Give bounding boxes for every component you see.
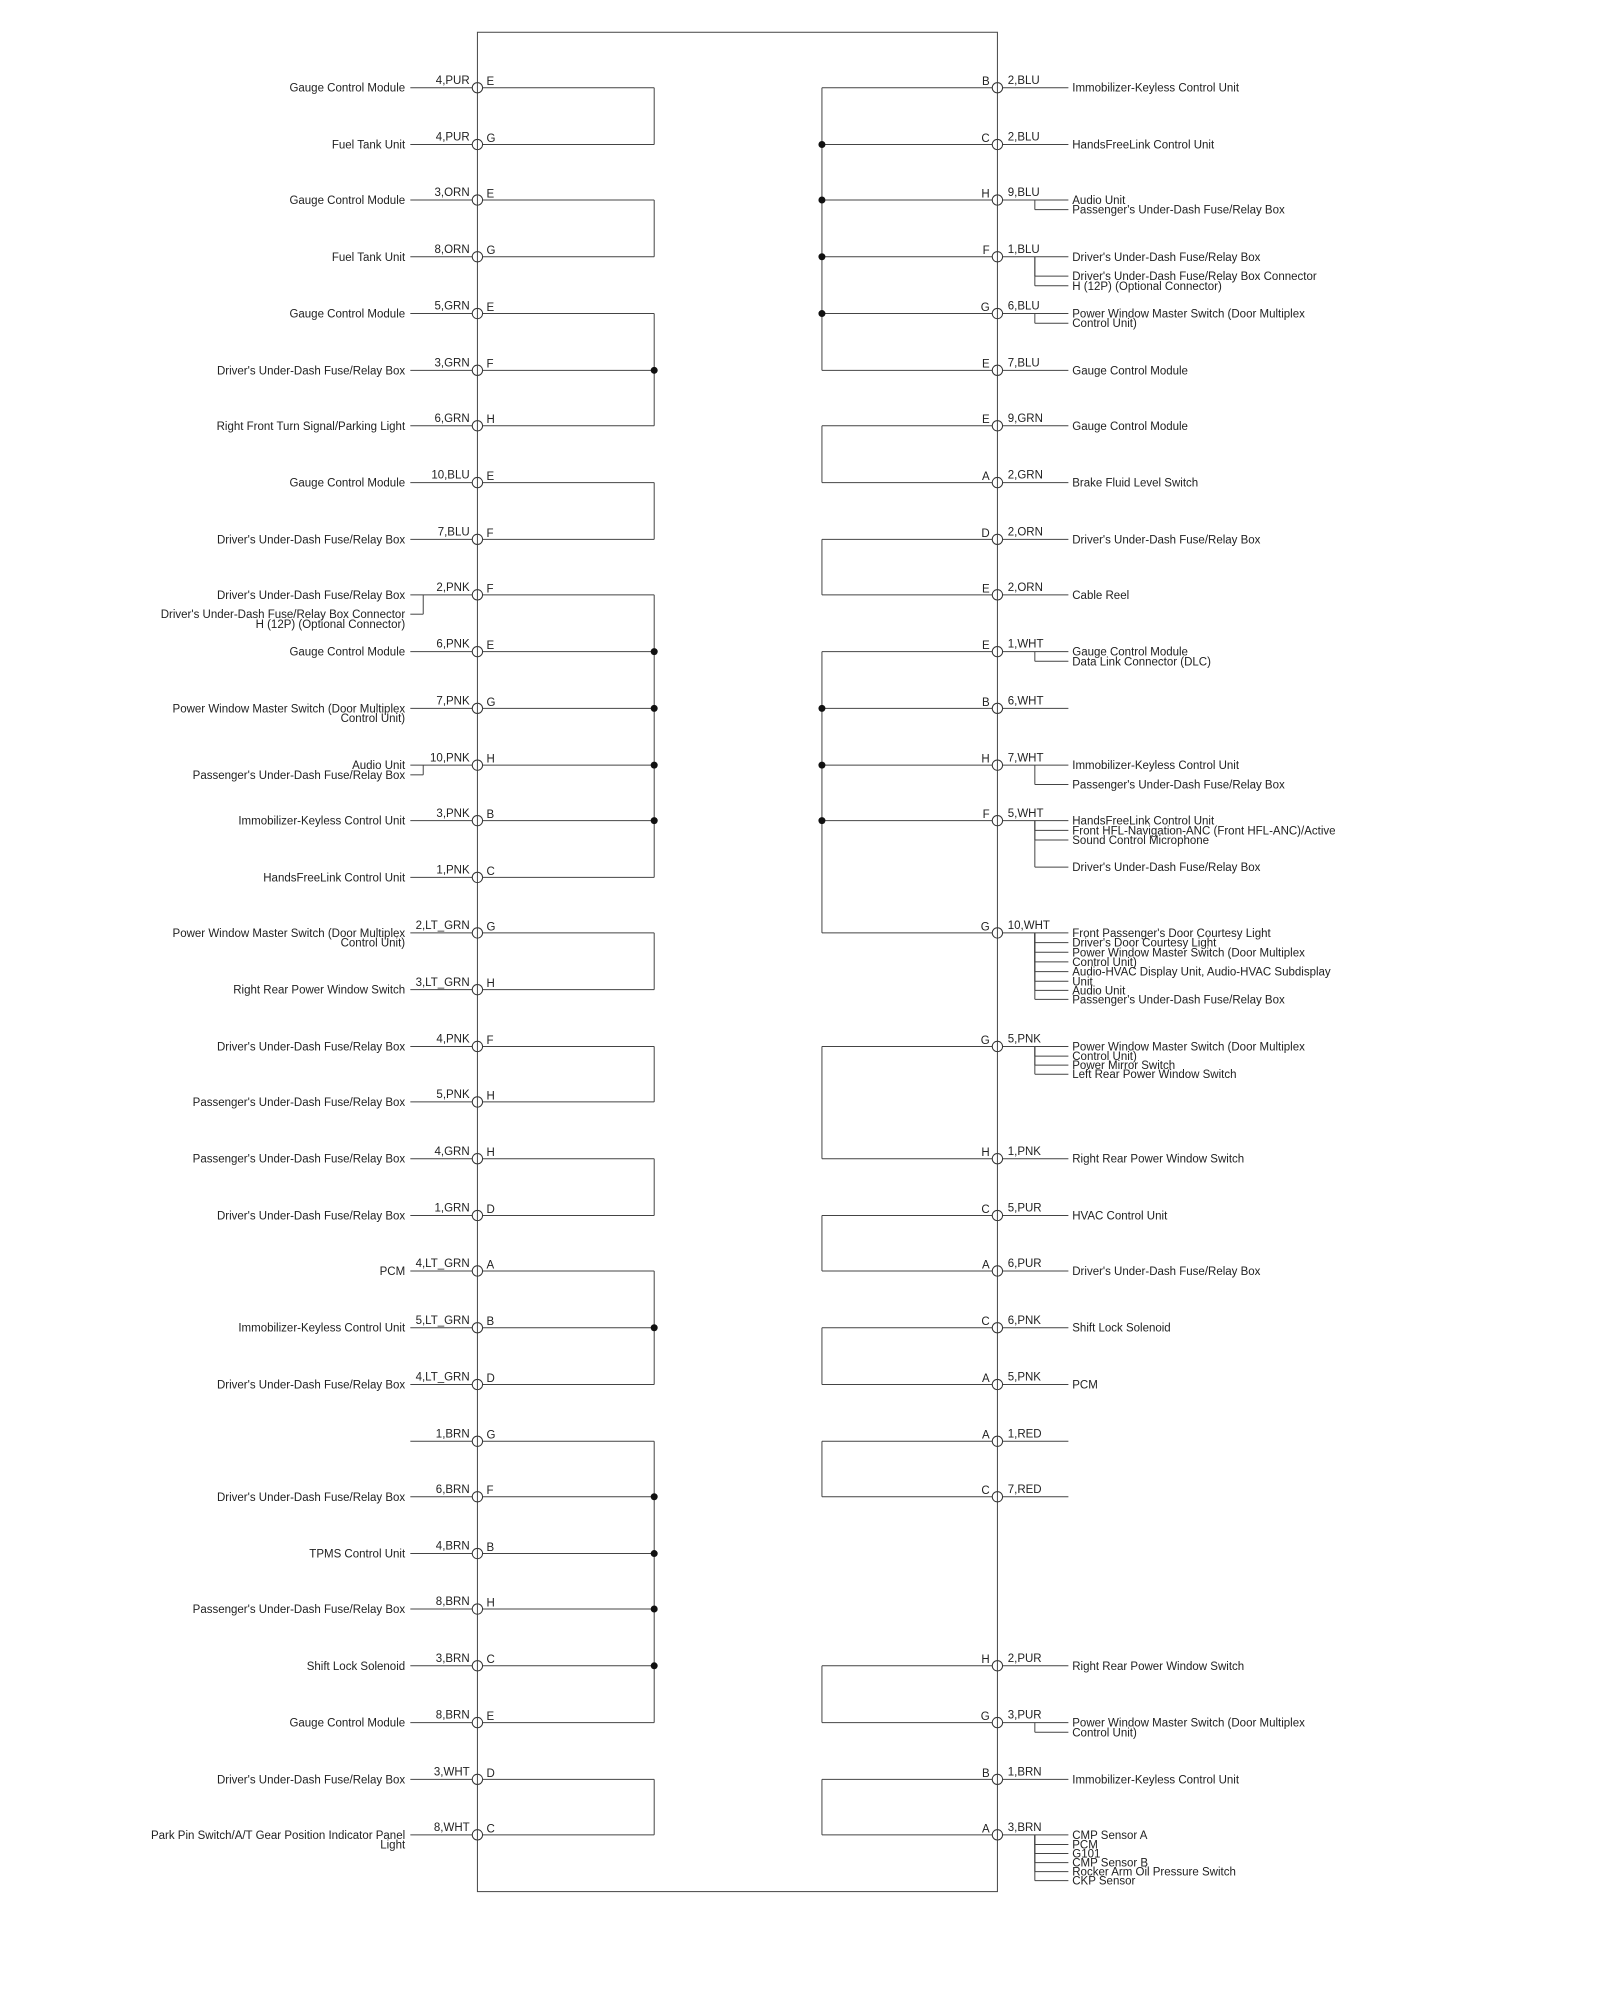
right-pin-letter: F (982, 245, 990, 258)
right-component-label: Front HFL-Navigation-ANC (Front HFL-ANC)/Active (1072, 825, 1336, 838)
right-wire-code: 2,ORN (1007, 581, 1043, 594)
right-wire-code: 2,BLU (1007, 131, 1040, 144)
left-component-label: TPMS Control Unit (309, 1548, 406, 1561)
right-component-label: Control Unit) (1072, 956, 1137, 969)
left-component-label: Driver's Under-Dash Fuse/Relay Box (216, 1774, 406, 1787)
right-wire-code: 6,BLU (1007, 300, 1040, 313)
left-pin-letter: C (486, 1654, 495, 1667)
right-component-label: Passenger's Under-Dash Fuse/Relay Box (1072, 779, 1285, 792)
right-pin-letter: B (982, 696, 990, 709)
left-pin-letter: H (486, 1090, 495, 1103)
left-wire-code: 10,PNK (430, 752, 470, 765)
right-pin-letter: C (981, 132, 990, 145)
left-wire-code: 7,BLU (437, 526, 470, 539)
right-pin-letter: H (981, 1147, 990, 1160)
right-component-label: Control Unit) (1072, 1727, 1137, 1740)
left-wire-code: 1,GRN (434, 1202, 470, 1215)
right-component-label: Sound Control Microphone (1072, 835, 1210, 847)
right-junction-dot (818, 705, 825, 712)
right-component-label: Gauge Control Module (1072, 365, 1188, 378)
left-wire-code: 5,GRN (434, 300, 470, 313)
left-component-label: Driver's Under-Dash Fuse/Relay Box (216, 589, 406, 602)
right-pin-letter: E (982, 640, 990, 653)
left-component-label: Fuel Tank Unit (331, 251, 406, 264)
right-component-label: Immobilizer-Keyless Control Unit (1072, 82, 1240, 95)
right-wire-code: 7,RED (1007, 1483, 1042, 1496)
right-junction-dot (818, 817, 825, 824)
right-junction-dot (818, 141, 825, 148)
left-pin-letter: G (486, 696, 496, 709)
right-junction-dot (818, 253, 825, 260)
right-component-label: Right Rear Power Window Switch (1072, 1153, 1245, 1166)
connector-frame (477, 32, 997, 1891)
left-pin-letter: G (486, 132, 496, 145)
right-component-label: Brake Fluid Level Switch (1072, 477, 1199, 490)
left-pin-letter: F (486, 583, 494, 596)
left-pin-letter: H (486, 414, 495, 427)
left-pin-letter: H (486, 753, 495, 766)
left-pin-letter: G (486, 921, 496, 934)
left-component-label: Immobilizer-Keyless Control Unit (238, 815, 406, 828)
right-component-label: Left Rear Power Window Switch (1072, 1069, 1237, 1082)
left-pin-letter: B (486, 1541, 495, 1554)
right-pin-letter: E (982, 358, 990, 371)
left-component-label: Audio Unit (352, 760, 406, 773)
left-pin-letter: D (486, 1203, 495, 1216)
left-wire-code: 4,LT_GRN (415, 1258, 470, 1271)
right-wire-code: 6,WHT (1007, 695, 1044, 708)
left-pin-letter: G (486, 245, 496, 258)
right-component-label: Power Window Master Switch (Door Multiplex (1072, 1717, 1305, 1730)
left-component-label: Immobilizer-Keyless Control Unit (238, 1322, 406, 1335)
left-component-label: Fuel Tank Unit (331, 139, 406, 152)
left-component-label: Driver's Under-Dash Fuse/Relay Box (216, 1210, 406, 1223)
right-wire-code: 6,PUR (1007, 1258, 1042, 1271)
right-component-label: PCM (1072, 1839, 1098, 1852)
right-component-label: Driver's Under-Dash Fuse/Relay Box (1072, 251, 1261, 264)
left-wire-code: 8,BRN (435, 1596, 470, 1609)
right-wire-code: 7,BLU (1007, 357, 1040, 370)
left-component-label: Right Rear Power Window Switch (233, 984, 406, 997)
left-component-label: Control Unit) (340, 713, 406, 726)
left-component-label: Passenger's Under-Dash Fuse/Relay Box (192, 1604, 406, 1617)
left-wire-code: 7,PNK (436, 695, 470, 708)
left-wire-code: 4,GRN (434, 1145, 470, 1158)
left-component-label: Light (380, 1839, 406, 1852)
right-wire-code: 1,PNK (1007, 1145, 1041, 1158)
right-pin-letter: A (982, 1372, 990, 1385)
left-wire-code: 2,LT_GRN (415, 920, 470, 933)
right-component-label: Data Link Connector (DLC) (1072, 656, 1211, 669)
left-pin-letter: C (486, 865, 495, 878)
left-pin-letter: G (486, 1429, 496, 1442)
left-junction-dot (651, 762, 658, 769)
right-component-label: HandsFreeLink Control Unit (1072, 139, 1215, 152)
right-junction-dot (818, 762, 825, 769)
left-component-label: Power Window Master Switch (Door Multiplex (172, 927, 406, 940)
right-pin-letter: H (981, 188, 990, 201)
left-wire-code: 8,WHT (433, 1821, 470, 1834)
left-wire-code: 2,PNK (436, 581, 470, 594)
left-component-label: PCM (379, 1265, 406, 1278)
left-component-label: Shift Lock Solenoid (306, 1660, 406, 1673)
left-junction-dot (651, 705, 658, 712)
left-wire-code: 4,PUR (435, 131, 470, 144)
right-component-label: Audio-HVAC Display Unit, Audio-HVAC Subdisplay (1072, 966, 1331, 979)
left-junction-dot (651, 648, 658, 655)
right-component-label: PCM (1072, 1379, 1098, 1392)
left-pin-letter: F (486, 358, 494, 371)
right-component-label: H (12P) (Optional Connector) (1072, 280, 1222, 293)
right-component-label: G101 (1072, 1848, 1101, 1861)
left-wire-code: 1,BRN (435, 1428, 470, 1441)
right-component-label: HVAC Control Unit (1072, 1210, 1168, 1223)
left-wire-code: 3,WHT (433, 1766, 470, 1779)
left-pin-letter: E (486, 188, 495, 201)
left-pin-letter: E (486, 76, 495, 89)
right-pin-letter: E (982, 414, 990, 427)
right-wire-code: 10,WHT (1007, 920, 1050, 933)
left-wire-code: 8,ORN (434, 243, 470, 256)
left-component-label: H (12P) (Optional Connector) (255, 618, 406, 631)
right-pin-letter: A (982, 1259, 990, 1272)
right-pin-letter: A (982, 1823, 990, 1836)
right-pin-letter: H (981, 1654, 990, 1667)
right-wire-code: 5,PUR (1007, 1202, 1042, 1215)
left-component-label: Passenger's Under-Dash Fuse/Relay Box (192, 1153, 406, 1166)
left-component-label: Driver's Under-Dash Fuse/Relay Box (216, 365, 406, 378)
left-wire-code: 3,BRN (435, 1652, 470, 1665)
right-component-label: Control Unit) (1072, 1051, 1137, 1064)
right-junction-dot (818, 197, 825, 204)
left-wire-code: 4,PNK (436, 1033, 470, 1046)
left-wire-code: 4,LT_GRN (415, 1371, 470, 1384)
left-junction-dot (651, 367, 658, 374)
right-junction-dot (818, 310, 825, 317)
left-component-label: Driver's Under-Dash Fuse/Relay Box (216, 1041, 406, 1054)
right-component-label: Right Rear Power Window Switch (1072, 1660, 1245, 1673)
left-junction-dot (651, 1324, 658, 1331)
right-component-label: Power Window Master Switch (Door Multiplex (1072, 947, 1305, 960)
left-component-label: Gauge Control Module (289, 308, 406, 321)
right-wire-code: 5,PNK (1007, 1371, 1041, 1384)
right-wire-code: 1,BLU (1007, 243, 1040, 256)
left-pin-letter: D (486, 1767, 495, 1780)
left-component-label: Driver's Under-Dash Fuse/Relay Box (216, 534, 406, 547)
right-component-label: Driver's Under-Dash Fuse/Relay Box (1072, 534, 1261, 547)
left-component-label: Control Unit) (340, 937, 406, 950)
left-pin-letter: H (486, 978, 495, 991)
right-pin-letter: B (982, 76, 990, 89)
left-wire-code: 4,PUR (435, 74, 470, 87)
right-pin-letter: G (980, 1034, 990, 1047)
left-component-label: Driver's Under-Dash Fuse/Relay Box (216, 1491, 406, 1504)
right-wire-code: 2,PUR (1007, 1652, 1042, 1665)
right-pin-letter: C (981, 1203, 990, 1216)
left-component-label: Gauge Control Module (289, 1717, 406, 1730)
right-wire-code: 5,WHT (1007, 807, 1044, 820)
right-wire-code: 1,BRN (1007, 1766, 1042, 1779)
right-wire-code: 6,PNK (1007, 1314, 1041, 1327)
right-wire-code: 1,WHT (1007, 638, 1044, 651)
left-wire-code: 4,BRN (435, 1540, 470, 1553)
right-pin-letter: G (980, 1711, 990, 1723)
right-component-label: Power Window Master Switch (Door Multiplex (1072, 308, 1305, 321)
right-component-label: Shift Lock Solenoid (1072, 1322, 1171, 1335)
right-component-label: Driver's Under-Dash Fuse/Relay Box (1072, 1265, 1261, 1278)
left-component-label: Driver's Under-Dash Fuse/Relay Box (216, 1379, 406, 1392)
right-component-label: Rocker Arm Oil Pressure Switch (1072, 1866, 1236, 1879)
right-pin-letter: C (981, 1316, 990, 1329)
right-component-label: HandsFreeLink Control Unit (1072, 815, 1215, 828)
right-component-label: Driver's Door Courtesy Light (1072, 937, 1217, 950)
right-pin-letter: A (982, 1429, 990, 1442)
left-component-label: Passenger's Under-Dash Fuse/Relay Box (192, 1096, 406, 1109)
right-wire-code: 2,ORN (1007, 526, 1043, 539)
left-pin-letter: F (486, 1034, 494, 1047)
right-pin-letter: H (981, 753, 990, 766)
right-component-label: Passenger's Under-Dash Fuse/Relay Box (1072, 994, 1285, 1007)
right-pin-letter: F (982, 809, 990, 822)
left-pin-letter: H (486, 1597, 495, 1610)
left-wire-code: 3,ORN (434, 187, 470, 200)
left-wire-code: 5,PNK (436, 1089, 470, 1102)
left-component-label: Power Window Master Switch (Door Multiplex (172, 703, 406, 716)
right-component-label: CMP Sensor B (1072, 1857, 1149, 1870)
left-component-label: Park Pin Switch/A/T Gear Position Indicator Panel (150, 1829, 406, 1842)
right-pin-letter: E (982, 583, 990, 596)
right-wire-code: 5,PNK (1007, 1033, 1041, 1046)
left-component-label: Gauge Control Module (289, 477, 406, 490)
left-junction-dot (651, 817, 658, 824)
right-wire-code: 7,WHT (1007, 752, 1044, 765)
left-pin-letter: E (486, 301, 495, 314)
right-component-label: Control Unit) (1072, 318, 1137, 331)
right-pin-letter: G (980, 301, 990, 314)
left-junction-dot (651, 1493, 658, 1500)
left-pin-letter: H (486, 1147, 495, 1160)
left-wire-code: 3,GRN (434, 357, 470, 370)
right-pin-letter: D (981, 527, 990, 540)
right-wire-code: 1,RED (1007, 1428, 1042, 1441)
left-wire-code: 6,GRN (434, 412, 470, 425)
left-wire-code: 10,BLU (431, 469, 470, 482)
right-component-label: Audio Unit (1072, 985, 1126, 998)
right-component-label: CKP Sensor (1072, 1875, 1136, 1888)
left-junction-dot (651, 1550, 658, 1557)
left-pin-letter: C (486, 1823, 495, 1836)
right-pin-letter: C (981, 1485, 990, 1498)
left-component-label: Right Front Turn Signal/Parking Light (216, 420, 406, 433)
right-component-label: Unit (1072, 976, 1093, 989)
right-component-label: Driver's Under-Dash Fuse/Relay Box (1072, 862, 1261, 875)
left-pin-letter: B (486, 809, 495, 822)
left-component-label: Passenger's Under-Dash Fuse/Relay Box (192, 769, 406, 782)
right-pin-letter: G (980, 921, 990, 934)
right-pin-letter: B (982, 1767, 990, 1780)
right-component-label: Immobilizer-Keyless Control Unit (1072, 760, 1240, 773)
left-pin-letter: E (486, 640, 495, 653)
left-wire-code: 3,PNK (436, 807, 470, 820)
right-component-label: Gauge Control Module (1072, 420, 1188, 433)
left-pin-letter: E (486, 471, 495, 483)
right-component-label: Power Mirror Switch (1072, 1060, 1176, 1073)
right-component-label: Immobilizer-Keyless Control Unit (1072, 1774, 1240, 1787)
right-pin-letter: A (982, 471, 990, 483)
left-wire-code: 6,BRN (435, 1483, 470, 1496)
left-component-label: Gauge Control Module (289, 82, 406, 95)
right-component-label: Passenger's Under-Dash Fuse/Relay Box (1072, 204, 1285, 217)
right-component-label: Gauge Control Module (1072, 646, 1188, 659)
left-wire-code: 1,PNK (436, 864, 470, 877)
left-wire-code: 8,BRN (435, 1709, 470, 1722)
left-pin-letter: D (486, 1372, 495, 1385)
left-pin-letter: A (486, 1259, 495, 1272)
left-wire-code: 3,LT_GRN (415, 976, 470, 989)
right-wire-code: 9,BLU (1007, 187, 1040, 200)
right-wire-code: 3,PUR (1007, 1709, 1042, 1722)
right-wire-code: 9,GRN (1007, 412, 1043, 425)
right-component-label: Cable Reel (1072, 589, 1130, 602)
left-component-label: Gauge Control Module (289, 646, 406, 659)
left-junction-dot (651, 1606, 658, 1613)
left-component-label: Gauge Control Module (289, 195, 406, 207)
left-pin-letter: F (486, 527, 494, 540)
left-component-label: HandsFreeLink Control Unit (263, 872, 406, 885)
left-wire-code: 6,PNK (436, 638, 470, 651)
left-junction-dot (651, 1662, 658, 1669)
left-wire-code: 5,LT_GRN (415, 1314, 470, 1327)
left-pin-letter: F (486, 1485, 494, 1498)
right-component-label: Driver's Under-Dash Fuse/Relay Box Connector (1072, 271, 1317, 284)
left-component-label: Driver's Under-Dash Fuse/Relay Box Connector (160, 609, 406, 622)
right-component-label: CMP Sensor A (1072, 1829, 1148, 1842)
right-wire-code: 2,GRN (1007, 469, 1043, 482)
right-component-label: Front Passenger's Door Courtesy Light (1072, 927, 1271, 940)
left-pin-letter: E (486, 1711, 495, 1723)
right-component-label: Audio Unit (1072, 195, 1126, 207)
right-wire-code: 3,BRN (1007, 1821, 1042, 1834)
right-wire-code: 2,BLU (1007, 74, 1040, 87)
right-component-label: Power Window Master Switch (Door Multiplex (1072, 1041, 1305, 1054)
left-pin-letter: B (486, 1316, 495, 1329)
